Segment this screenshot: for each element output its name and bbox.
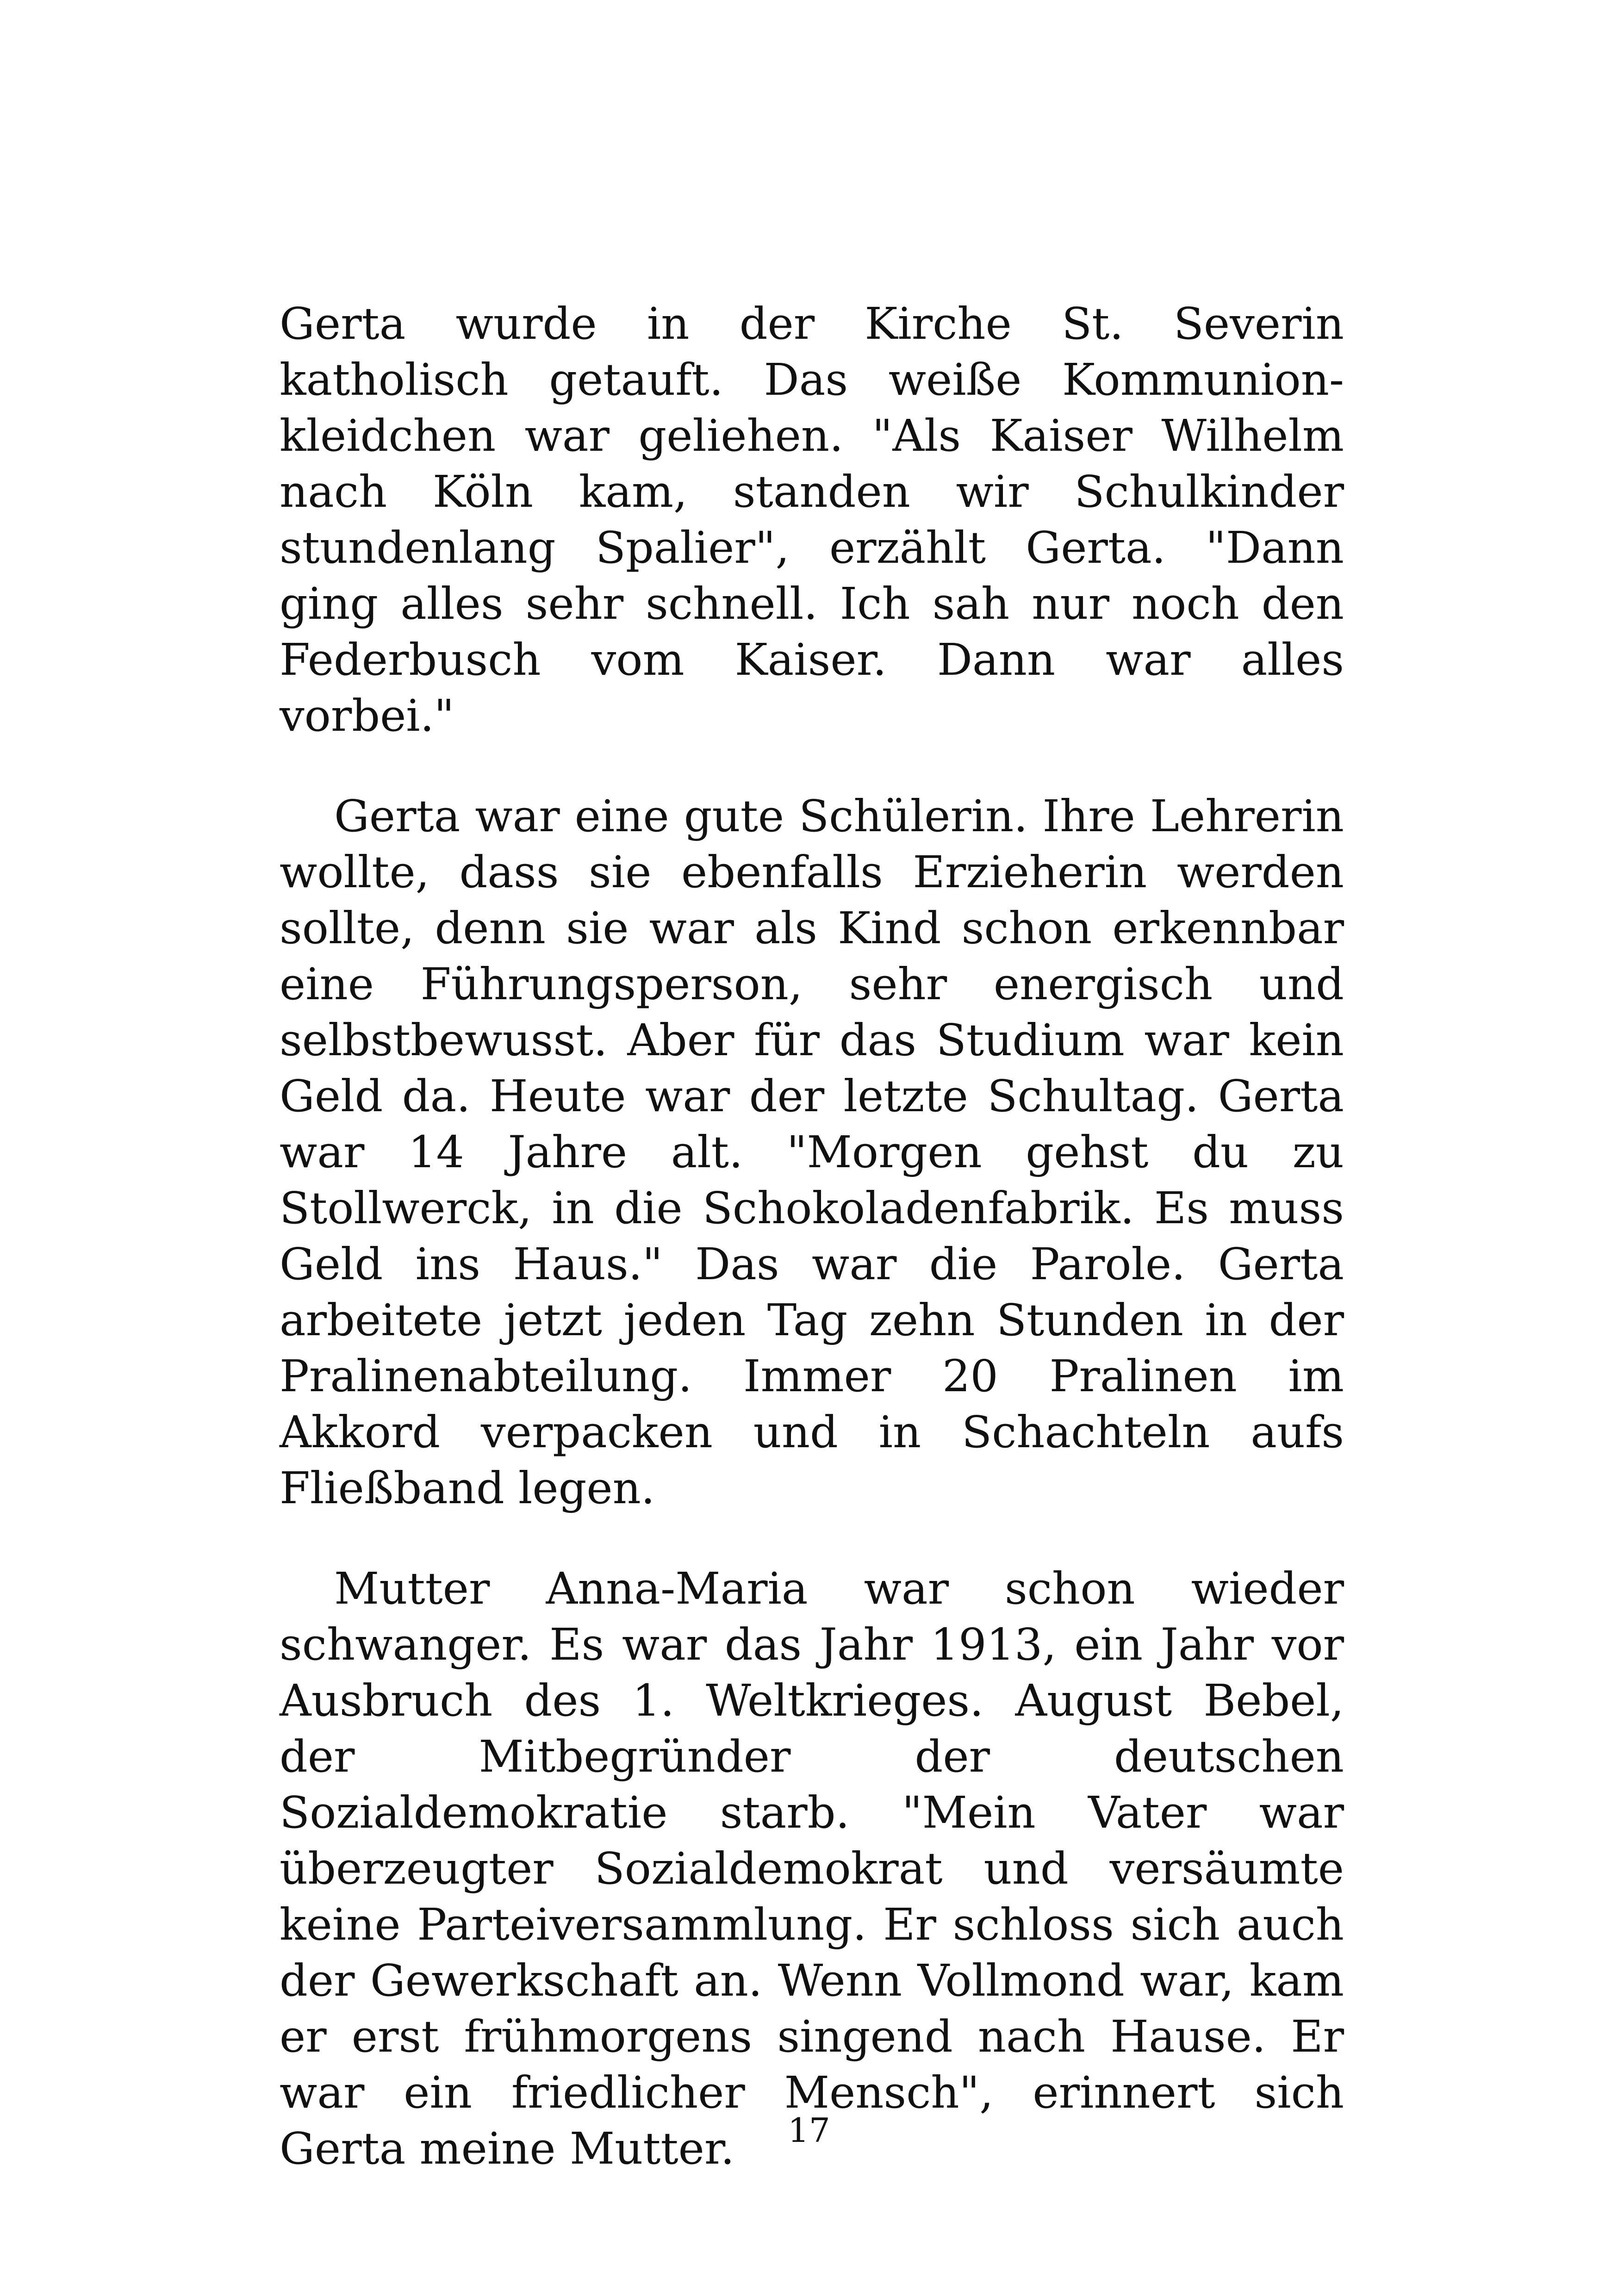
body-text [280, 296, 1344, 2177]
paragraph-1: Gerta wurde in der Kirche St. Severin katholisch getauft. Das weiße Kommunion-kleidchen war geliehen. "Als Kaiser Wilhelm nach Köln kam, standen wir Schulkinder stundenlang Spalier", erzählt Gerta. "Dann ging alles sehr schnell. Ich sah nur noch den Federbusch vom Kaiser. Dann war alles vorbei." [280, 299, 1344, 741]
paragraph-3: Mutter Anna-Maria war schon wieder schwanger. Es war das Jahr 1913, ein Jahr vor Ausbruch des 1. Weltkrieges. August Bebel, der Mitbegründer der deutschen Sozialdemokratie starb. "Mein Vater war überzeugter Sozialdemokrat und versäumte keine Parteiversammlung. Er schloss sich auch der Gewerkschaft an. Wenn Vollmond war, kam er erst frühmorgens singend nach Hause. Er war ein friedlicher Mensch", erinnert sich Gerta meine Mutter. [280, 1563, 1344, 2174]
page-number: 17 [788, 2111, 830, 2150]
paragraph-2: Gerta war eine gute Schülerin. Ihre Lehrerin wollte, dass sie ebenfalls Erzieherin werden sollte, denn sie war als Kind schon erkennbar eine Führungsperson, sehr energisch und selbstbewusst. Aber für das Studium war kein Geld da. Heute war der letzte Schultag. Gerta war 14 Jahre alt. "Morgen gehst du zu Stollwerck, in die Schokoladenfabrik. Es muss Geld ins Haus." Das war die Parole. Gerta arbeitete jetzt jeden Tag zehn Stunden in der Pralinenabteilung. Immer 20 Pralinen im Akkord verpacken und in Schachteln aufs Fließband legen. [280, 791, 1344, 1514]
